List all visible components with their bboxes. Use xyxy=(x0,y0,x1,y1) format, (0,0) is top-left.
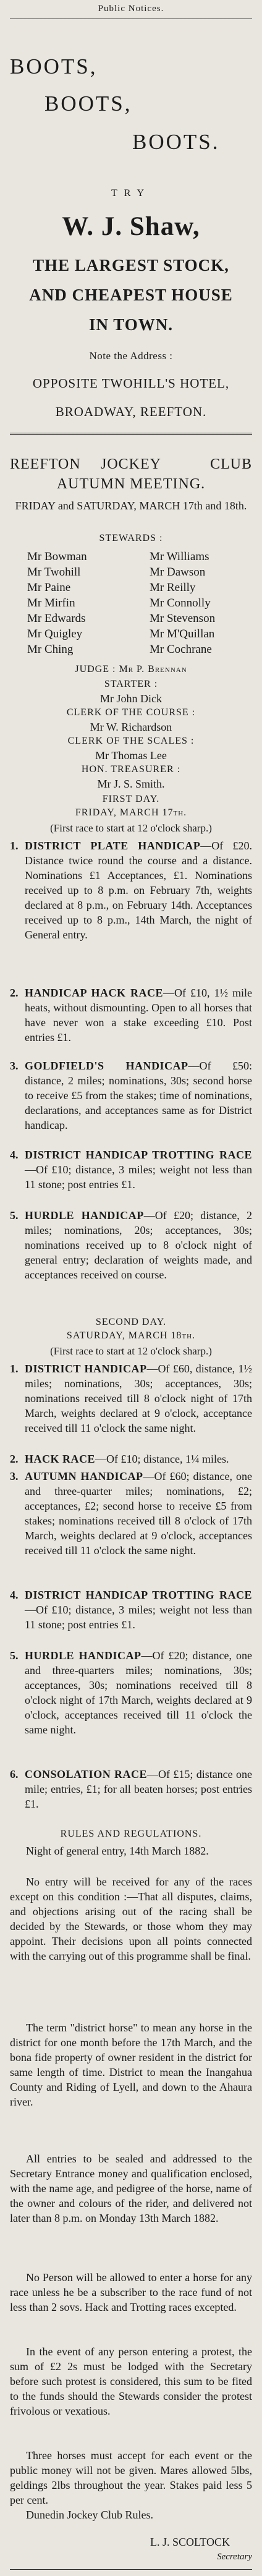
race-number: 1. xyxy=(10,1362,19,1375)
rule-paragraph-1: Night of general entry, 14th March 1882. xyxy=(26,1845,209,1857)
stewards-list xyxy=(10,549,252,660)
ad-separator-rule xyxy=(10,433,252,435)
race-number: 1. xyxy=(10,840,19,852)
race-title: DISTRICT HANDICAP TROTTING RACE xyxy=(25,1589,252,1601)
club-name-left: REEFTON xyxy=(10,456,81,472)
race-number: 4. xyxy=(10,1589,19,1601)
starter-name: Mr John Dick xyxy=(100,692,162,705)
treasurer-name: Mr J. S. Smith. xyxy=(97,778,165,790)
race-title: HURDLE HANDICAP xyxy=(25,1649,142,1662)
secretary-name: L. J. SCOLTOCK xyxy=(150,2536,230,2548)
race-number: 2. xyxy=(10,1453,19,1465)
boots-heading-3: BOOTS. xyxy=(132,130,220,154)
rule-paragraph-3: The term "district horse" to mean any horse in the district for one month before the 17th March, and the bona fide property of owner resident in the district for same length of time. District to mean the Inangahua County and Riding of Lyell, and down to the Ahaura river. xyxy=(10,2021,252,2108)
merchant-name: W. J. Shaw, xyxy=(62,212,200,241)
race-conditions: —Of £10, 1½ mile heats, without dismounting. Open to all horses that have never won a stake exceeding £10. Post entries £1. xyxy=(25,987,252,1044)
note-address-label: Note the Address : xyxy=(89,350,173,362)
steward-name: Mr Dawson xyxy=(150,566,206,579)
rule-paragraph-6: In the event of any person entering a protest, the sum of £2 2s must be lodged with the Secretary before such protest is considered, this sum to be fited to the funds should the Stewards consider the protest frivolous or vexatious. xyxy=(10,2345,252,2417)
clerk-course-name: Mr W. Richardson xyxy=(90,721,172,733)
race-number: 3. xyxy=(10,1470,19,1482)
day1-start-time: (First race to start at 12 o'clock sharp.) xyxy=(50,822,212,834)
try-label: TRY xyxy=(111,188,151,198)
race-conditions: —Of £50: distance, 2 miles; nominations, 30s; second horse to receive £5 from the stakes; time of nominations, declarations, and acceptances same as for District handicap. xyxy=(25,1060,252,1131)
rule-paragraph-8: Dunedin Jockey Club Rules. xyxy=(26,2509,153,2521)
steward-name: Mr Edwards xyxy=(27,612,86,625)
race-number: 3. xyxy=(10,1060,19,1072)
day1-race-5 xyxy=(10,1208,252,1282)
club-name-right: CLUB xyxy=(209,456,252,472)
steward-name: Mr Connolly xyxy=(150,597,211,610)
day1-race-2 xyxy=(10,985,252,1045)
rule-paragraph-5: No Person will be allowed to enter a horse for any race unless he be a subscriber to the race fund of not less than 2 sovs. Hack and Trotting races excepted. xyxy=(10,2271,252,2313)
clerk-scales-label: CLERK OF THE SCALES : xyxy=(67,736,195,746)
race-number: 4. xyxy=(10,1149,19,1161)
steward-name: Mr Paine xyxy=(27,581,71,594)
race-title: AUTUMN HANDICAP xyxy=(25,1470,143,1482)
rule-paragraph-4: All entries to be sealed and addressed to the Secretary Entrance money and qualification enclosed, with the name age, and pedigree of the horse, name of the owner and colours of the rider, and delivered not later than 8 p.m. on Monday 13th March 1882. xyxy=(10,2153,252,2224)
race-conditions: —Of £20. Distance twice round the course and a distance. Nominations £1 Acceptances, £1. Nominations received up to 8 p.m. on February 7th, weights declared at 8 p.m., on February 14th. Acceptances received up to 8 p.m., 14th March, the night of General entry. xyxy=(25,840,252,941)
race-title: DISTRICT HANDICAP xyxy=(25,1362,147,1375)
address-line-2: BROADWAY, REEFTON. xyxy=(55,404,207,419)
slogan-line-2: AND CHEAPEST HOUSE xyxy=(29,286,233,304)
slogan-line-3: IN TOWN. xyxy=(88,315,174,334)
day1-race-1 xyxy=(10,838,252,942)
signature-block xyxy=(10,2535,252,2564)
steward-name: Mr M'Quillan xyxy=(150,627,215,640)
clerk-scales-name: Mr Thomas Lee xyxy=(95,749,167,762)
race-number: 5. xyxy=(10,1209,19,1222)
race-title: GOLDFIELD'S HANDICAP xyxy=(25,1060,188,1072)
steward-name: Mr Reilly xyxy=(150,581,196,594)
day2-race-3 xyxy=(10,1469,252,1558)
race-title: DISTRICT PLATE HANDICAP xyxy=(25,840,201,852)
race-conditions: —Of £15; distance one mile; entries, £1; for all beaten horses; post entries £1. xyxy=(25,1768,252,1810)
clerk-course-label: CLERK OF THE COURSE : xyxy=(66,707,196,718)
race-conditions: —Of £10; distance, 3 miles; weight not less than 11 stone; post entries £1. xyxy=(25,1604,252,1631)
secretary-title: Secretary xyxy=(217,2552,252,2562)
day1-race-3 xyxy=(10,1058,252,1133)
rule-paragraph-7: Three horses must accept for each event or the public money will not be given. Mares allowed 5lbs, geldings 2lbs throughout the year. Stakes paid less 5 per cent. xyxy=(10,2449,252,2506)
boots-heading-1: BOOTS, xyxy=(10,54,98,79)
race-conditions: —Of £20; distance, one and three-quarters miles; nominations, 30s; acceptances, 30s; nominations received till 8 o'clock night of 17th March, weights declared at 9 o'clock, acceptances received till 11 o'clock the same night. xyxy=(25,1649,252,1736)
day2-date: SATURDAY, MARCH 18th. xyxy=(66,1330,196,1341)
day2-race-4 xyxy=(10,1588,252,1632)
meeting-title: AUTUMN MEETING. xyxy=(56,476,206,492)
newspaper-column xyxy=(10,0,252,2576)
rules-heading: RULES AND REGULATIONS. xyxy=(60,1829,202,1839)
meeting-dates: FRIDAY and SATURDAY, MARCH 17th and 18th. xyxy=(15,499,247,512)
race-conditions: —Of £60; distance, one and three-quarter miles; nominations, £2; acceptances, £2; second horse to receive £5 from stakes; nominations received till 8 o'clock of 17th March, weights declared at 9 o'clock, acceptances received till 11 o'clock the same night. xyxy=(25,1470,252,1557)
race-number: 6. xyxy=(10,1768,19,1780)
race-title: DISTRICT HANDICAP TROTTING RACE xyxy=(25,1149,252,1161)
day1-date: FRIDAY, MARCH 17th. xyxy=(75,807,187,818)
day2-race-5 xyxy=(10,1648,252,1737)
race-conditions: —Of £60, distance, 1½ miles; nominations, 30s; acceptances, 30s; nominations received till 8 o'clock night of 17th March, weights declared at 9 o'clock, acceptance received till 11 o'clock the same night. xyxy=(25,1362,252,1434)
day2-race-1 xyxy=(10,1361,252,1435)
address-line-1: OPPOSITE TWOHILL'S HOTEL, xyxy=(32,376,230,391)
day2-race-6 xyxy=(10,1767,252,1811)
bottom-rule xyxy=(10,2569,252,2570)
race-number: 2. xyxy=(10,987,19,999)
race-title: HACK RACE xyxy=(25,1453,96,1465)
stewards-heading: STEWARDS : xyxy=(99,533,163,543)
race-conditions: —Of £10; distance, 3 miles; weight not less than 11 stone; post entries £1. xyxy=(25,1163,252,1191)
boots-heading-2: BOOTS, xyxy=(44,91,132,116)
steward-name: Mr Stevenson xyxy=(150,612,216,625)
section-header: Public Notices. xyxy=(98,4,164,14)
steward-name: Mr Mirfin xyxy=(27,597,75,610)
slogan-line-1: THE LARGEST STOCK, xyxy=(33,256,229,274)
race-conditions: —Of £20; distance, 2 miles; nominations, 20s; acceptances, 30s; nominations received up to 8 o'clock night of general entry; declaration of weights made, and acceptances received on course. xyxy=(25,1209,252,1281)
treasurer-label: HON. TREASURER : xyxy=(81,764,181,775)
stewards-right-column xyxy=(150,549,215,657)
day2-start-time: (First race to start at 12 o'clock sharp.) xyxy=(50,1345,212,1357)
race-number: 5. xyxy=(10,1649,19,1662)
steward-name: Mr Twohill xyxy=(27,566,81,579)
day2-heading: SECOND DAY. xyxy=(95,1317,167,1327)
club-name-middle: JOCKEY xyxy=(100,456,161,472)
rule-paragraph-2: No entry will be received for any of the races except on this condition :—That all disputes, claims, and objections arising out of the racing shall be decided by the Stewards, or those whom they may appoint. Their decisions upon all points connected with the carrying out of this programme shall be final. xyxy=(10,1876,252,1962)
race-title: CONSOLATION RACE xyxy=(25,1768,148,1780)
stewards-left-column xyxy=(27,549,87,657)
steward-name: Mr Cochrane xyxy=(150,643,212,656)
steward-name: Mr Bowman xyxy=(27,550,87,563)
club-name xyxy=(10,455,252,474)
race-conditions: —Of £10; distance, 1¼ miles. xyxy=(95,1453,229,1465)
race-title: HANDICAP HACK RACE xyxy=(25,987,163,999)
race-title: HURDLE HANDICAP xyxy=(25,1209,144,1222)
day1-race-4 xyxy=(10,1147,252,1192)
steward-name: Mr Ching xyxy=(27,643,74,656)
day1-heading: FIRST DAY. xyxy=(102,794,160,804)
steward-name: Mr Quigley xyxy=(27,627,83,640)
day2-race-2 xyxy=(10,1452,252,1466)
steward-name: Mr Williams xyxy=(150,550,209,563)
judge-line: JUDGE : Mr P. Brennan xyxy=(75,664,187,674)
starter-label: STARTER : xyxy=(104,679,158,689)
